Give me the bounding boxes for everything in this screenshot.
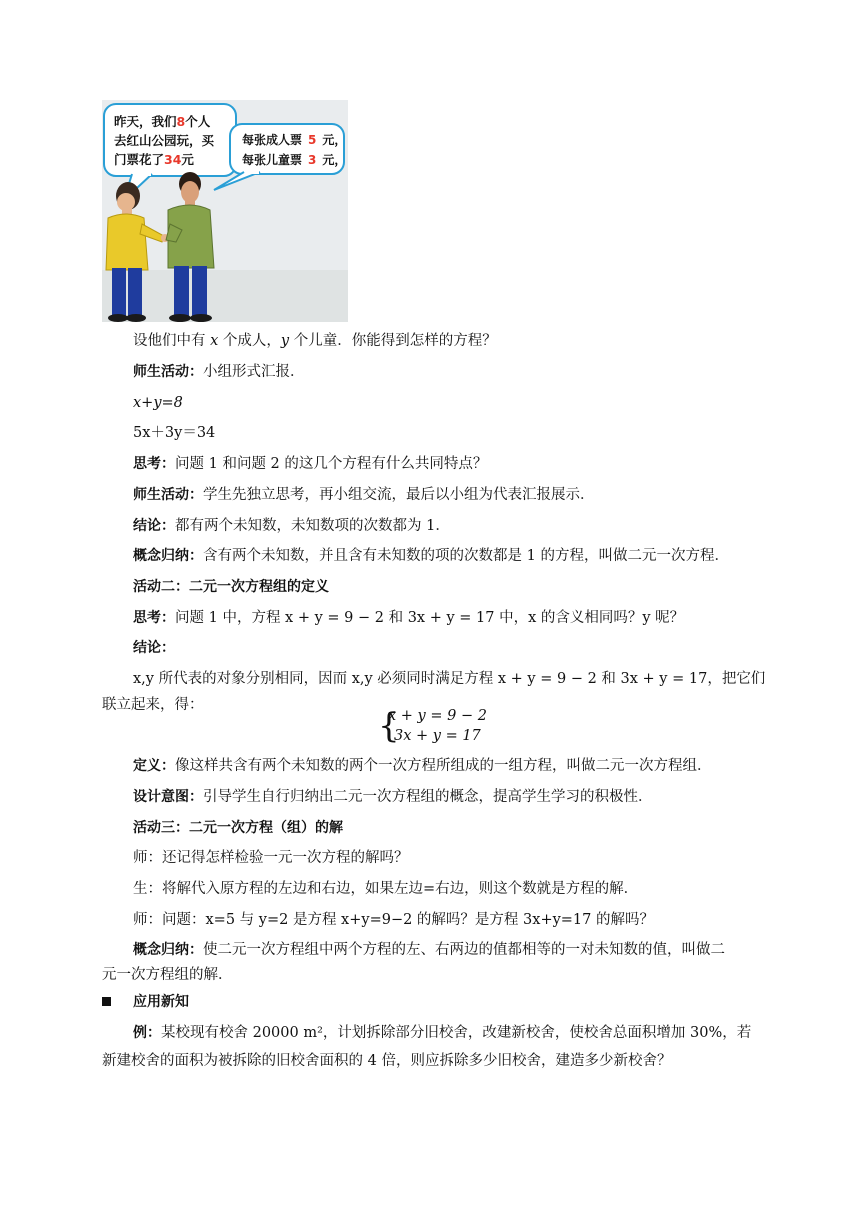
bubble1-number-cost: 34 xyxy=(164,152,182,167)
activity-report: 师生活动：小组形式汇报． xyxy=(133,364,305,380)
bubble2-line2-post: 元， xyxy=(322,153,347,167)
svg-text:门票花了34元 xyxy=(114,152,194,167)
bubble1-line3-post: 元 xyxy=(181,152,194,167)
example-line2: 新建校舍的面积为被拆除的旧校舍面积的 4 倍，则应拆除多少旧校舍，建造多少新校舍？ xyxy=(102,1053,672,1069)
heading-activity-3: 活动三：二元一次方程（组）的解 xyxy=(133,820,343,836)
conclusion-2-line2: 联立起来，得： xyxy=(102,697,204,713)
concept-summary-1: 概念归纳：含有两个未知数，并且含有未知数的项的次数都是 1 的方程，叫做二元一次方程． xyxy=(133,548,729,564)
svg-text:每张儿童票3元， xyxy=(242,152,346,167)
conclusion-1: 结论：都有两个未知数，未知数项的次数都为 1． xyxy=(133,518,450,534)
bubble1-number-people: 8 xyxy=(176,114,186,129)
equation-1: x+y=8 xyxy=(133,395,183,411)
design-intent: 设计意图：引导学生自行归纳出二元一次方程组的概念，提高学生学习的积极性． xyxy=(133,789,653,805)
teacher-question-1: 师：还记得怎样检验一元一次方程的解吗？ xyxy=(133,850,409,866)
system-brace: { xyxy=(378,706,400,746)
conclusion-2-line1: x,y 所代表的对象分别相同，因而 x,y 必须同时满足方程 x + y = 9 − 2 和 3x + y = 17，把它们 xyxy=(133,671,766,687)
svg-text:昨天，我们8个人 xyxy=(114,114,211,129)
bubble2-child-price: 3 xyxy=(308,153,317,167)
bubble1-line3-pre: 门票花了 xyxy=(114,152,165,167)
heading-activity-2: 活动二：二元一次方程组的定义 xyxy=(133,579,329,595)
system-equation-1: x + y = 9 − 2 xyxy=(388,708,487,724)
question-setup: 设他们中有 x 个成人，y 个儿童．你能得到怎样的方程？ xyxy=(133,333,497,349)
comic-illustration xyxy=(102,100,348,322)
concept-summary-2-line2: 元一次方程组的解． xyxy=(102,967,233,983)
definition: 定义：像这样共含有两个未知数的两个一次方程所组成的一组方程，叫做二元一次方程组． xyxy=(133,758,712,774)
bubble2-adult-price: 5 xyxy=(308,133,317,147)
bubble2-line1-post: 元， xyxy=(322,133,347,147)
bubble1-line1-pre: 昨天，我们 xyxy=(114,114,177,129)
bubble1-line1-post: 个人 xyxy=(185,114,211,129)
conclusion-2-label: 结论： xyxy=(133,640,175,656)
bubble1-line2: 去红山公园玩，买 xyxy=(114,133,215,148)
example-line1: 例：某校现有校舍 20000 m²，计划拆除部分旧校舍，改建新校舍，使校舍总面积增加 30%，若 xyxy=(133,1025,752,1041)
think-1: 思考：问题 1 和问题 2 的这几个方程有什么共同特点？ xyxy=(133,456,488,472)
bubble2-line1-pre: 每张成人票 xyxy=(242,133,303,147)
teacher-question-2: 师：问题：x=5 与 y=2 是方程 x+y=9−2 的解吗？是方程 3x+y=17 的解吗？ xyxy=(133,912,654,928)
bubble2-line2-pre: 每张儿童票 xyxy=(242,153,303,167)
section-bullet-icon xyxy=(102,997,111,1006)
student-answer-1: 生：将解代入原方程的左边和右边，如果左边=右边，则这个数就是方程的解． xyxy=(133,881,639,897)
think-2: 思考：问题 1 中，方程 x + y = 9 − 2 和 3x + y = 17 中，x 的含义相同吗？y 呢？ xyxy=(133,610,685,626)
activity-discuss: 师生活动：学生先独立思考，再小组交流，最后以小组为代表汇报展示． xyxy=(133,487,595,503)
svg-text:每张成人票5元， xyxy=(242,132,346,147)
concept-summary-2: 概念归纳：使二元一次方程组中两个方程的左、右两边的值都相等的一对未知数的值，叫做二 xyxy=(133,942,725,958)
section-heading: 应用新知 xyxy=(133,994,189,1010)
system-equation-2: 3x + y = 17 xyxy=(394,728,481,744)
equation-2: 5x＋3y＝34 xyxy=(133,425,216,441)
